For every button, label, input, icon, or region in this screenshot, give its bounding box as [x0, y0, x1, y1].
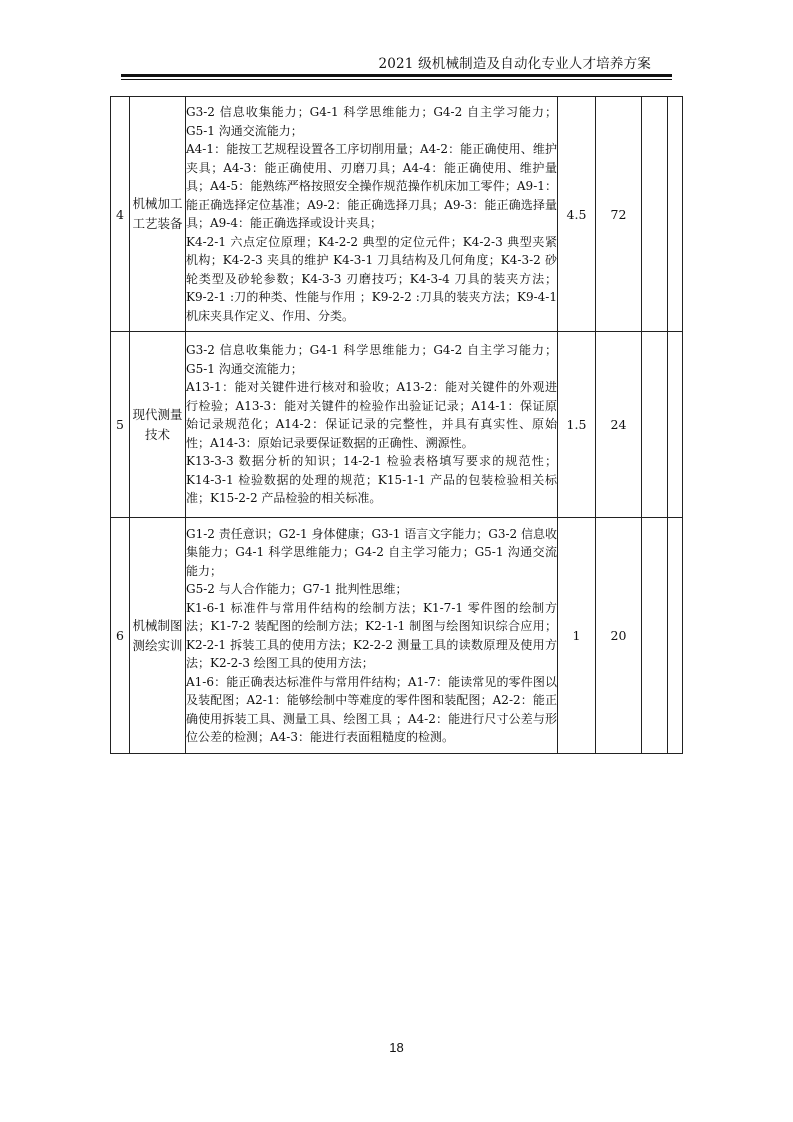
course-hours: 20: [596, 518, 642, 754]
course-extra-cell: [642, 332, 668, 518]
course-name-line: 测绘实训: [132, 637, 183, 653]
content-paragraph: G5-2 与人合作能力；G7-1 批判性思维；: [186, 582, 408, 596]
course-name-line: 机械制图: [132, 617, 183, 633]
course-credit: 1.5: [558, 332, 596, 518]
course-number: 6: [111, 518, 130, 754]
course-hours: 72: [596, 97, 642, 332]
course-name-line: 机械加工: [132, 196, 183, 211]
header-rule-thin: [121, 79, 672, 80]
document-header-title: 2021 级机械制造及自动化专业人才培养方案: [378, 56, 651, 72]
table-row: [111, 97, 683, 332]
course-extra-cell: [668, 332, 683, 518]
course-number: 4: [111, 97, 130, 332]
course-extra-cell: [642, 518, 668, 754]
content-paragraph: K1-6-1 标准件与常用件结构的绘制方法；K1-7-1 零件图的绘制方法；K1-7-2 装配图的绘制方法；K2-1-1 制图与绘图知识综合应用；K2-2-1 拆装工具的使用方法；K2-2-2 测量工具的读数原理及使用方法；K2-2-3 绘图工具的使用方法；: [186, 600, 557, 670]
content-paragraph: G3-2 信息收集能力；G4-1 科学思维能力；G4-2 自主学习能力；G5-1 沟通交流能力；: [186, 343, 557, 376]
course-extra-cell: [668, 97, 683, 332]
course-name: [130, 332, 186, 518]
course-name-line: 现代测量: [132, 406, 183, 422]
content-paragraph: A4-1：能按工艺规程设置各工序切削用量；A4-2：能正确使用、维护夹具；A4-3：能正确使用、刃磨刀具；A4-4：能正确使用、维护量具；A4-5：能熟练严格按照安全操作规范操作机床加工零件；A9-1：能正确选择定位基准；A9-2：能正确选择刀具；A9-3：能正确选择量具；A9-4：能正确选择或设计夹具；: [186, 142, 557, 230]
content-paragraph: K4-2-1 六点定位原理；K4-2-2 典型的定位元件；K4-2-3 典型夹紧机构；K4-2-3 夹具的维护 K4-3-1 刀具结构及几何角度；K4-3-2 砂轮类型及砂轮参数；K4-3-3 刃磨技巧；K4-3-4 刀具的装夹方法；K9-2-1 :刀的种类、性能与作用 ；K9-2-2 :刀具的装夹方法；K9-4-1 机床夹具作定义、作用、分类。: [186, 234, 557, 323]
course-credit: 1: [558, 518, 596, 754]
page-number: 18: [389, 1040, 404, 1055]
course-extra-cell: [668, 518, 683, 754]
content-paragraph: K13-3-3 数据分析的知识；14-2-1 检验表格填写要求的规范性；K14-3-1 检验数据的处理的规范；K15-1-1 产品的包装检验相关标准；K15-2-2 产品检验的相关标准。: [186, 454, 557, 506]
course-table: [110, 96, 683, 754]
table-row: [111, 518, 683, 754]
course-content: [186, 332, 558, 518]
course-name-line: 技术: [144, 426, 170, 442]
table-row: [111, 332, 683, 518]
course-credit: 4.5: [558, 97, 596, 332]
course-hours: 24: [596, 332, 642, 518]
content-paragraph: G1-2 责任意识；G2-1 身体健康；G3-1 语言文字能力；G3-2 信息收集能力；G4-1 科学思维能力；G4-2 自主学习能力；G5-1 沟通交流能力；: [186, 526, 557, 578]
course-number: 5: [111, 332, 130, 518]
course-name: [130, 97, 186, 332]
content-paragraph: A1-6：能正确表达标准件与常用件结构；A1-7：能读常见的零件图以及装配图；A2-1：能够绘制中等难度的零件图和装配图；A2-2：能正确使用拆装工具、测量工具、绘图工具 ；A4-2：能进行尺寸公差与形位公差的检测；A4-3：能进行表面粗糙度的检测。: [186, 674, 557, 744]
header-rule-thick: [121, 74, 672, 77]
course-name: [130, 518, 186, 754]
course-content: [186, 97, 558, 332]
course-extra-cell: [642, 97, 668, 332]
content-paragraph: A13-1：能对关键件进行核对和验收；A13-2：能对关键件的外观进行检验；A13-3：能对关键件的检验作出验证记录；A14-1：保证原始记录规范化；A14-2：保证记录的完整性，并具有真实性、原始性；A14-3：原始记录要保证数据的正确性、溯源性。: [186, 380, 557, 450]
course-content: [186, 518, 558, 754]
content-paragraph: G3-2 信息收集能力；G4-1 科学思维能力；G4-2 自主学习能力；G5-1 沟通交流能力；: [186, 105, 557, 138]
course-name-line: 工艺装备: [132, 216, 183, 231]
